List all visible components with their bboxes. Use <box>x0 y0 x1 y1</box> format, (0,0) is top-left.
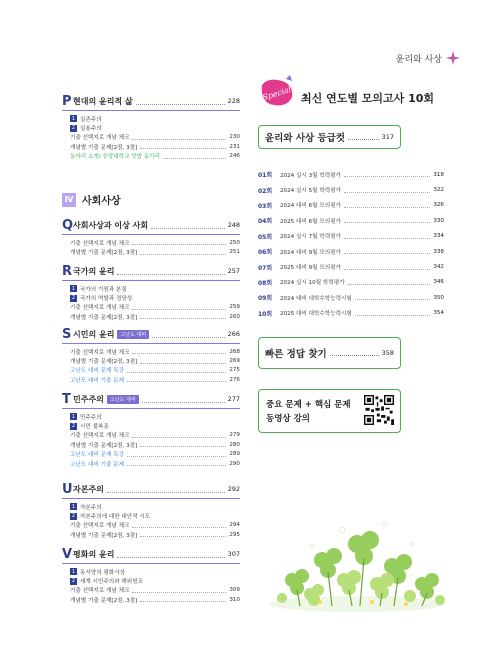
list-item[interactable] <box>62 450 240 459</box>
section-title: 시민의 윤리 <box>73 329 115 339</box>
item-text: 동서양의 평화사상 <box>80 569 126 576</box>
list-item[interactable] <box>62 502 240 511</box>
item-text: 국가의 기원과 본질 <box>80 286 127 293</box>
list-item[interactable] <box>258 213 444 228</box>
leader-dots <box>127 461 226 466</box>
exam-page: 342 <box>433 264 444 271</box>
list-item[interactable] <box>62 375 240 384</box>
list-item[interactable] <box>62 431 240 440</box>
leader-dots <box>355 295 430 300</box>
item-page: 259 <box>229 304 240 311</box>
list-item[interactable] <box>62 530 240 539</box>
exam-number: 04회 <box>258 218 273 226</box>
section-page: 257 <box>227 267 240 275</box>
box-page: 358 <box>381 349 394 357</box>
exam-title: 2024 실시 10월 학력평가 <box>280 280 345 287</box>
leader-dots <box>132 240 226 245</box>
exam-title: 2024 대비 6월 모의평가 <box>280 203 341 210</box>
item-page: 309 <box>229 587 240 594</box>
leader-dots <box>132 349 226 354</box>
exam-title: 2024 대비 9월 모의평가 <box>280 249 341 256</box>
section-letter: U <box>62 481 73 497</box>
clover-illustration <box>262 500 448 612</box>
item-page: 230 <box>229 134 240 141</box>
exam-number: 08회 <box>258 279 273 287</box>
section-page: 277 <box>227 395 240 403</box>
toc-section-t <box>62 392 240 468</box>
item-text: 자본주의 <box>80 504 102 511</box>
section-rule <box>62 408 240 409</box>
item-page: 294 <box>229 522 240 529</box>
list-item[interactable] <box>258 182 444 197</box>
list-item[interactable] <box>258 198 444 213</box>
section-heading[interactable] <box>62 264 240 278</box>
leader-dots <box>140 359 226 364</box>
list-item[interactable] <box>258 259 444 274</box>
section-heading[interactable] <box>62 547 240 561</box>
item-text: 기출 선택지로 개념 체크 <box>70 588 130 595</box>
toc-section-s <box>62 327 240 385</box>
list-item[interactable] <box>62 238 240 247</box>
star-icon <box>446 51 460 65</box>
item-number: 2 <box>71 513 76 520</box>
item-text: 개념별 기출 문제[2점, 3점] <box>70 532 138 539</box>
leader-dots <box>117 551 224 558</box>
item-text: 개념별 기출 문제[2점, 3점] <box>70 144 138 151</box>
leader-dots <box>132 523 226 528</box>
exam-number: 02회 <box>258 187 273 195</box>
section-page: 307 <box>227 550 240 558</box>
leader-dots <box>344 188 430 193</box>
section-page: 228 <box>227 97 240 105</box>
section-rule <box>62 110 240 111</box>
item-text: 국가의 역할과 정당성 <box>80 296 133 303</box>
exam-number: 01회 <box>258 172 273 180</box>
leader-dots <box>344 265 430 270</box>
exam-title: 2025 대비 대학수학능력시험 <box>280 311 352 318</box>
page-header <box>396 51 460 65</box>
list-item[interactable] <box>62 347 240 356</box>
leader-dots <box>142 396 225 403</box>
item-page: 246 <box>229 153 240 160</box>
exam-page: 354 <box>433 310 444 317</box>
list-item[interactable] <box>62 303 240 312</box>
leader-dots <box>140 250 226 255</box>
item-text: 개념별 기출 문제[2점, 3점] <box>70 359 138 366</box>
item-text: 민주주의 <box>80 414 102 421</box>
item-number: 1 <box>71 413 76 420</box>
item-page: 250 <box>229 239 240 246</box>
list-item[interactable] <box>62 595 240 604</box>
leader-dots <box>348 280 431 285</box>
list-item[interactable] <box>62 152 240 161</box>
item-text: 개념별 기출 문제[2점, 3점] <box>70 314 138 321</box>
section-title: 사회사상과 이상 사회 <box>73 220 149 230</box>
item-page: 269 <box>229 358 240 365</box>
exam-title: 2024 실시 3월 학력평가 <box>280 172 341 179</box>
toc-section-v <box>62 547 240 605</box>
special-badge-icon <box>258 75 298 109</box>
section-heading[interactable] <box>62 218 240 232</box>
item-page: 268 <box>229 348 240 355</box>
list-item[interactable] <box>62 247 240 256</box>
section-page: 266 <box>227 330 240 338</box>
item-page: 275 <box>229 367 240 374</box>
item-text: 실용주의 <box>80 126 102 133</box>
section-heading[interactable] <box>62 482 240 496</box>
item-number: 2 <box>71 295 76 302</box>
leader-dots <box>348 134 379 140</box>
leader-dots <box>132 433 226 438</box>
leader-dots <box>127 452 226 457</box>
item-page: 289 <box>229 451 240 458</box>
item-text: 기출 선택지로 개념 체크 <box>70 433 130 440</box>
item-text: 기출 선택지로 개념 체크 <box>70 240 130 247</box>
exam-page: 334 <box>433 233 444 240</box>
leader-dots <box>136 98 225 105</box>
page-header-title: 윤리와 사상 <box>395 54 442 65</box>
grade-cut-box[interactable] <box>258 125 401 149</box>
section-rule <box>62 280 240 281</box>
leader-dots <box>344 234 430 239</box>
video-lecture-box[interactable] <box>258 389 401 433</box>
item-number: 1 <box>71 568 76 575</box>
list-item[interactable] <box>62 142 240 151</box>
leader-dots <box>355 311 430 316</box>
list-item[interactable] <box>62 114 240 123</box>
item-text: 세계 시민주의와 해외원조 <box>80 579 143 586</box>
section-rule <box>62 234 240 235</box>
leader-dots <box>132 305 226 310</box>
leader-dots <box>132 588 226 593</box>
item-number: 1 <box>71 503 76 510</box>
item-text: 동아리 소개/ 중앙대학교 맛밥 동아리 <box>70 154 161 161</box>
section-letter: Q <box>62 217 74 233</box>
item-text: 자본주의에 대한 대안적 시도 <box>80 514 151 521</box>
section-letter: R <box>62 263 73 279</box>
item-page: 279 <box>229 432 240 439</box>
item-text: 고난도 대비 기출 문제 <box>70 377 124 384</box>
list-item[interactable] <box>62 312 240 321</box>
section-page: 248 <box>227 221 240 229</box>
list-item[interactable] <box>62 293 240 302</box>
leader-dots <box>140 442 226 447</box>
leader-dots <box>140 532 226 537</box>
exam-title: 2025 대비 9월 모의평가 <box>280 265 341 272</box>
item-text: 고난도 대비 문제 특강 <box>70 452 124 459</box>
section-heading[interactable] <box>62 94 240 108</box>
exam-number: 10회 <box>258 310 273 318</box>
item-number: 2 <box>71 423 76 430</box>
exam-list <box>258 167 444 321</box>
part-title: 사회사상 <box>82 196 121 207</box>
item-page: 260 <box>229 313 240 320</box>
list-item[interactable] <box>62 133 240 142</box>
list-item[interactable] <box>258 306 444 321</box>
item-page: 280 <box>229 441 240 448</box>
item-page: 310 <box>229 596 240 603</box>
leader-dots <box>107 486 225 493</box>
section-rule <box>62 563 240 564</box>
toc-section-u <box>62 482 240 540</box>
difficulty-badge: 고난도 대비 <box>117 330 149 339</box>
toc-section-p <box>62 94 240 161</box>
section-title: 자본주의 <box>73 484 104 494</box>
list-item[interactable] <box>62 421 240 430</box>
item-text: 시민 불복종 <box>80 424 109 431</box>
leader-dots <box>344 172 430 177</box>
exam-page: 318 <box>433 171 444 178</box>
leader-dots <box>344 249 430 254</box>
section-letter: P <box>62 93 72 109</box>
exam-page: 346 <box>433 279 444 286</box>
list-item[interactable] <box>258 275 444 290</box>
item-number: 1 <box>71 115 76 122</box>
difficulty-badge: 고난도 대비 <box>107 395 139 404</box>
item-text: 기출 선택지로 개념 체크 <box>70 523 130 530</box>
leader-dots <box>152 331 224 338</box>
section-title: 국가의 윤리 <box>73 266 115 276</box>
exam-page: 350 <box>433 294 444 301</box>
list-item[interactable] <box>62 511 240 520</box>
exam-page: 338 <box>433 248 444 255</box>
exam-title: 2024 실시 7월 학력평가 <box>280 234 341 241</box>
exam-number: 09회 <box>258 295 273 303</box>
list-item[interactable] <box>258 229 444 244</box>
list-item[interactable] <box>62 440 240 449</box>
list-item[interactable] <box>62 123 240 132</box>
item-page: 276 <box>229 376 240 383</box>
item-page: 231 <box>229 143 240 150</box>
box-title: 빠른 정답 찾기 <box>265 349 327 360</box>
leader-dots <box>140 144 226 149</box>
exam-page: 326 <box>433 202 444 209</box>
leader-dots <box>163 154 226 159</box>
section-letter: V <box>62 546 73 562</box>
section-title: 최신 연도별 모의고사 10회 <box>301 92 435 105</box>
item-text: 고난도 대비 기출 문제 <box>70 461 124 468</box>
section-title: 민주주의 <box>73 394 104 404</box>
exam-number: 06회 <box>258 249 273 257</box>
item-text: 실존주의 <box>80 116 102 123</box>
section-heading[interactable] <box>62 327 240 341</box>
leader-dots <box>344 203 430 208</box>
list-item[interactable] <box>62 586 240 595</box>
list-item[interactable] <box>62 567 240 576</box>
exam-number: 07회 <box>258 264 273 272</box>
leader-dots <box>140 314 226 319</box>
leader-dots <box>151 222 224 229</box>
qr-code-icon[interactable] <box>364 395 394 425</box>
video-line-1: 중요 문제 + 핵심 문제 <box>266 400 351 410</box>
section-heading[interactable] <box>62 392 240 406</box>
leader-dots <box>117 268 224 275</box>
quick-answer-box[interactable] <box>258 337 401 369</box>
list-item[interactable] <box>258 290 444 305</box>
special-label: Special <box>261 84 293 103</box>
exam-number: 05회 <box>258 233 273 241</box>
exam-title: 2024 실시 5월 학력평가 <box>280 188 341 195</box>
leader-dots <box>127 368 226 373</box>
exam-page: 322 <box>433 187 444 194</box>
list-item[interactable] <box>258 244 444 259</box>
leader-dots <box>140 597 226 602</box>
toc-section-r <box>62 264 240 322</box>
exam-number: 03회 <box>258 202 273 210</box>
item-text: 개념별 기출 문제[2점, 3점] <box>70 597 138 604</box>
list-item[interactable] <box>62 459 240 468</box>
item-text: 기출 선택지로 개념 체크 <box>70 135 130 142</box>
section-rule <box>62 498 240 499</box>
item-number: 2 <box>71 578 76 585</box>
list-item[interactable] <box>62 576 240 585</box>
item-page: 295 <box>229 531 240 538</box>
section-title: 현대의 윤리적 삶 <box>73 96 133 106</box>
part-heading <box>62 192 121 207</box>
item-text: 고난도 대비 문제 특강 <box>70 368 124 375</box>
item-text: 기출 선택지로 개념 체크 <box>70 305 130 312</box>
leader-dots <box>330 350 379 356</box>
item-text: 개념별 기출 문제[2점, 3점] <box>70 442 138 449</box>
section-letter: S <box>62 326 72 342</box>
part-number: Ⅳ <box>62 193 76 207</box>
exam-title: 2025 대비 6월 모의평가 <box>280 218 341 225</box>
exam-page: 330 <box>433 217 444 224</box>
item-number: 1 <box>71 285 76 292</box>
box-page: 317 <box>381 133 394 141</box>
list-item[interactable] <box>258 167 444 182</box>
list-item[interactable] <box>62 521 240 530</box>
section-rule <box>62 343 240 344</box>
leader-dots <box>344 218 430 223</box>
list-item[interactable] <box>62 366 240 375</box>
leader-dots <box>127 377 226 382</box>
leader-dots <box>132 135 226 140</box>
box-title: 윤리와 사상 등급컷 <box>265 133 346 144</box>
list-item[interactable] <box>62 356 240 365</box>
section-page: 292 <box>227 485 240 493</box>
item-number: 2 <box>71 125 76 132</box>
toc-section-q <box>62 218 240 257</box>
item-page: 251 <box>229 249 240 256</box>
item-page: 290 <box>229 460 240 467</box>
list-item[interactable] <box>62 412 240 421</box>
item-text: 기출 선택지로 개념 체크 <box>70 349 130 356</box>
section-letter: T <box>62 391 71 407</box>
list-item[interactable] <box>62 284 240 293</box>
item-text: 개념별 기출 문제[2점, 3점] <box>70 250 138 257</box>
video-line-2: 동영상 강의 <box>266 414 311 424</box>
exam-title: 2024 대비 대학수학능력시험 <box>280 295 352 302</box>
section-title: 평화의 윤리 <box>73 549 115 559</box>
